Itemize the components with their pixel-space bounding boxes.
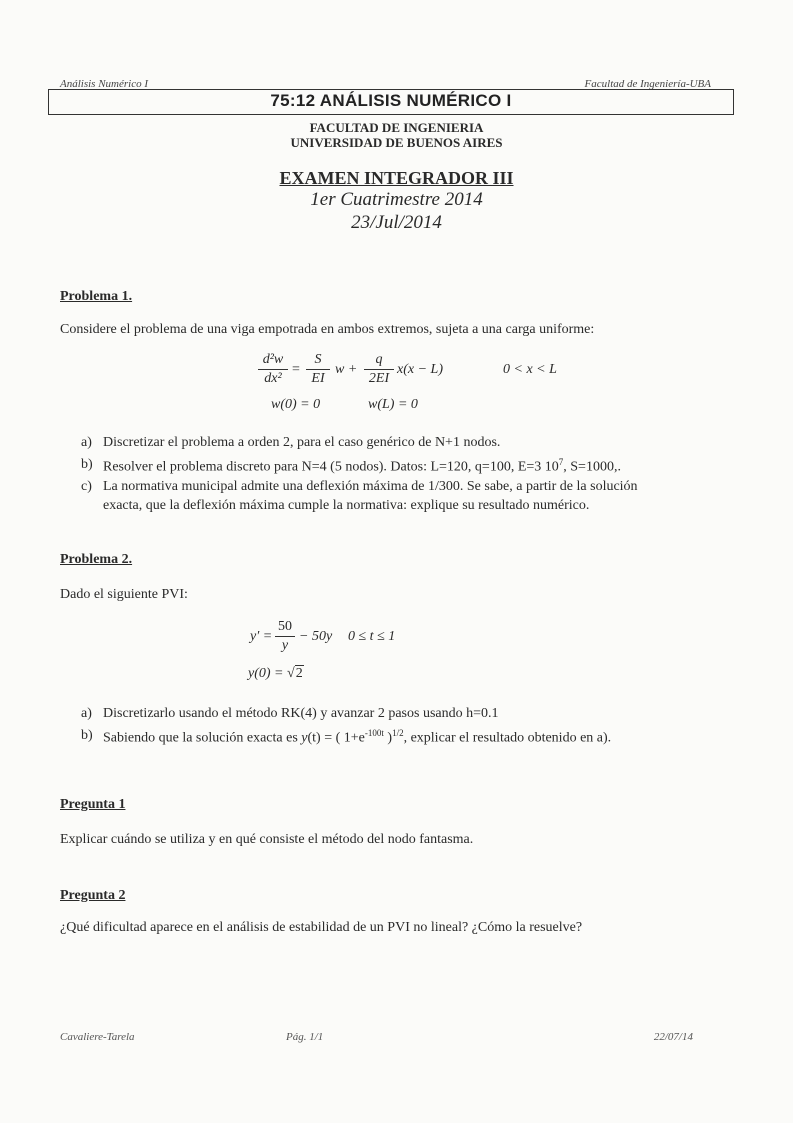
eq2-lhs: y′ = <box>250 629 273 644</box>
problema2-item-a: a) Discretizarlo usando el método RK(4) y avanzar 2 pasos usando h=0.1 <box>81 706 499 721</box>
footer-page: Pág. 1/1 <box>286 1031 324 1043</box>
header-left: Análisis Numérico I <box>60 78 148 90</box>
eq1-f2-den: 2EI <box>368 371 390 386</box>
problema2-intro: Dado el siguiente PVI: <box>60 587 188 602</box>
eq1-f1-num: S <box>314 352 322 367</box>
problema1-item-a: a) Discretizar el problema a orden 2, para el caso genérico de N+1 nodos. <box>81 435 501 450</box>
eq2-initial-condition: y(0) = √2 <box>248 666 303 681</box>
exam-date: 23/Jul/2014 <box>351 212 442 233</box>
exam-term: 1er Cuatrimestre 2014 <box>310 189 483 210</box>
eq2-f-den: y <box>281 638 289 653</box>
eq1-lhs-den: dx² <box>264 371 282 386</box>
course-title: 75:12 ANÁLISIS NUMÉRICO I <box>270 91 512 110</box>
university-name: UNIVERSIDAD DE BUENOS AIRES <box>290 135 503 150</box>
eq1-bc2: w(L) = 0 <box>368 397 418 412</box>
eq2-tail: − 50y <box>299 629 333 644</box>
problema2-heading: Problema 2. <box>60 552 133 567</box>
pregunta2-heading: Pregunta 2 <box>60 888 126 903</box>
eq2-domain: 0 ≤ t ≤ 1 <box>348 629 396 644</box>
eq1-f2-num: q <box>375 352 383 367</box>
eq1-lhs-num: d²w <box>262 352 284 367</box>
header-right: Facultad de Ingeniería-UBA <box>584 78 711 90</box>
eq1-domain: 0 < x < L <box>503 362 557 377</box>
footer-authors: Cavaliere-Tarela <box>60 1031 135 1043</box>
faculty-name: FACULTAD DE INGENIERIA <box>309 120 484 135</box>
pregunta1-text: Explicar cuándo se utiliza y en qué consiste el método del nodo fantasma. <box>60 832 474 847</box>
problema2-item-b: b) Sabiendo que la solución exacta es y(t) = ( $1+e^{-100t}$ )$^{1/2}$, explicar el resultado obtenido en a). <box>81 728 612 746</box>
eq1-equals: = <box>292 362 300 377</box>
eq1-f1-den: EI <box>311 371 325 386</box>
pregunta2-text: ¿Qué dificultad aparece en el análisis de estabilidad de un PVI no lineal? ¿Cómo la resuelve? <box>60 920 583 935</box>
title-box <box>48 89 734 115</box>
pregunta1-heading: Pregunta 1 <box>60 797 126 812</box>
problema1-heading: Problema 1. <box>60 289 133 304</box>
footer-date: 22/07/14 <box>653 1031 693 1043</box>
eq1-bc1: w(0) = 0 <box>271 397 321 412</box>
problema1-item-c: c) La normativa municipal admite una deflexión máxima de 1/300. Se sabe, a partir de la solución exacta, que la deflexión máxima cumple la normativa: explique su resultado numérico. <box>81 479 638 513</box>
eq1-tail: x(x − L) <box>397 362 443 377</box>
eq1-mid: w + <box>335 362 358 377</box>
exam-title: EXAMEN INTEGRADOR III <box>279 168 514 188</box>
problema1-intro: Considere el problema de una viga empotrada en ambos extremos, sujeta a una carga uniforme: <box>60 322 595 337</box>
problema1-item-b: b) Resolver el problema discreto para N=4 (5 nodos). Datos: L=120, q=100, E=3 $10^7$, S=1000,. <box>81 457 621 475</box>
eq2-f-num: 50 <box>278 619 292 634</box>
